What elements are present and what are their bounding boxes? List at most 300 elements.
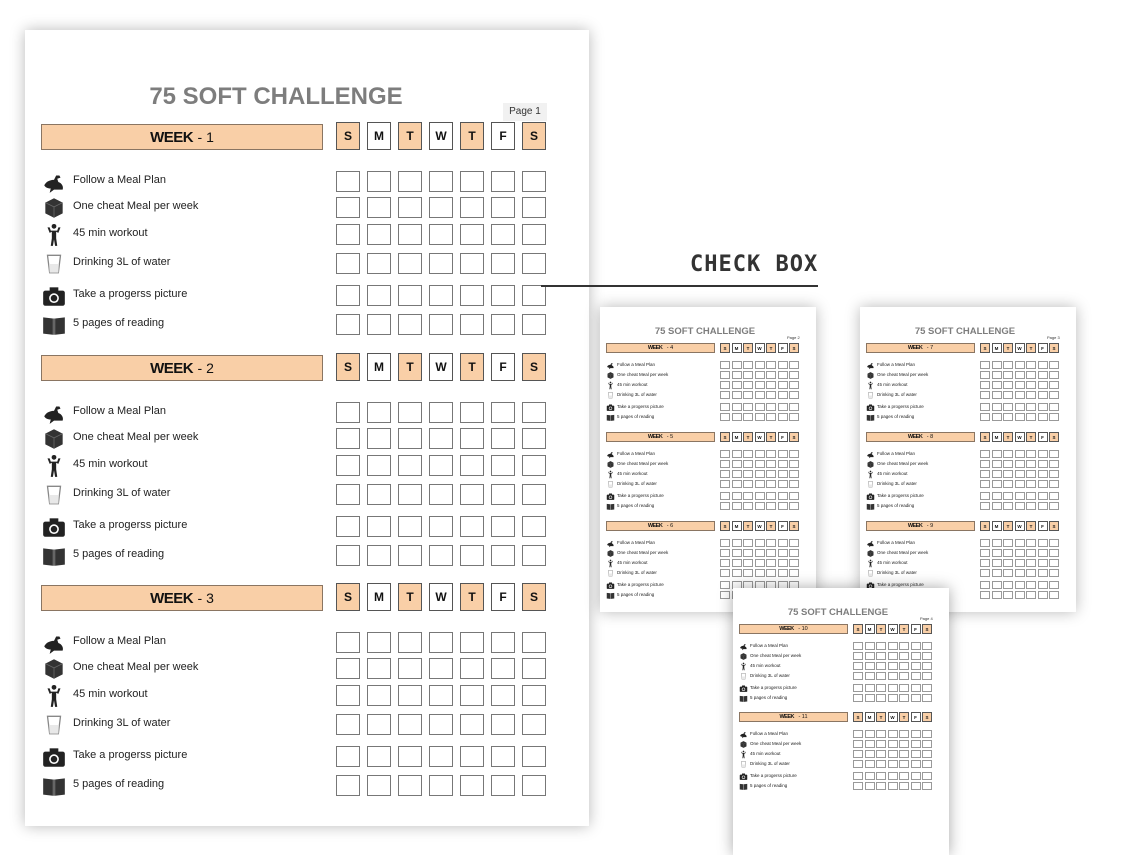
check-box[interactable] — [460, 484, 484, 505]
check-box[interactable] — [865, 782, 875, 790]
check-box[interactable] — [789, 450, 799, 458]
check-box[interactable] — [491, 658, 515, 679]
check-box[interactable] — [911, 694, 921, 702]
check-box[interactable] — [429, 685, 453, 706]
check-box[interactable] — [1038, 549, 1048, 557]
check-box[interactable] — [876, 672, 886, 680]
check-box[interactable] — [980, 569, 990, 577]
check-box[interactable] — [980, 480, 990, 488]
check-box[interactable] — [899, 730, 909, 738]
check-box[interactable] — [429, 171, 453, 192]
check-box[interactable] — [429, 484, 453, 505]
check-box[interactable] — [336, 314, 360, 335]
check-box[interactable] — [398, 516, 422, 537]
check-box[interactable] — [766, 381, 776, 389]
check-box[interactable] — [789, 502, 799, 510]
check-box[interactable] — [1003, 591, 1013, 599]
check-box[interactable] — [922, 740, 932, 748]
check-box[interactable] — [743, 403, 753, 411]
check-box[interactable] — [460, 314, 484, 335]
check-box[interactable] — [899, 672, 909, 680]
check-box[interactable] — [888, 782, 898, 790]
check-box[interactable] — [429, 775, 453, 796]
check-box[interactable] — [522, 746, 546, 767]
check-box[interactable] — [429, 746, 453, 767]
check-box[interactable] — [398, 632, 422, 653]
check-box[interactable] — [853, 730, 863, 738]
check-box[interactable] — [899, 760, 909, 768]
check-box[interactable] — [766, 413, 776, 421]
check-box[interactable] — [429, 253, 453, 274]
check-box[interactable] — [1015, 460, 1025, 468]
check-box[interactable] — [1003, 549, 1013, 557]
check-box[interactable] — [911, 760, 921, 768]
check-box[interactable] — [398, 285, 422, 306]
check-box[interactable] — [460, 402, 484, 423]
check-box[interactable] — [922, 642, 932, 650]
check-box[interactable] — [720, 403, 730, 411]
check-box[interactable] — [922, 772, 932, 780]
check-box[interactable] — [732, 381, 742, 389]
check-box[interactable] — [1049, 581, 1059, 589]
check-box[interactable] — [429, 428, 453, 449]
check-box[interactable] — [899, 782, 909, 790]
check-box[interactable] — [789, 559, 799, 567]
check-box[interactable] — [460, 285, 484, 306]
check-box[interactable] — [755, 403, 765, 411]
check-box[interactable] — [1026, 403, 1036, 411]
check-box[interactable] — [743, 492, 753, 500]
check-box[interactable] — [720, 581, 730, 589]
check-box[interactable] — [1015, 492, 1025, 500]
check-box[interactable] — [743, 381, 753, 389]
check-box[interactable] — [720, 381, 730, 389]
check-box[interactable] — [522, 484, 546, 505]
check-box[interactable] — [522, 545, 546, 566]
check-box[interactable] — [1026, 559, 1036, 567]
check-box[interactable] — [491, 775, 515, 796]
check-box[interactable] — [367, 714, 391, 735]
check-box[interactable] — [732, 391, 742, 399]
check-box[interactable] — [522, 714, 546, 735]
check-box[interactable] — [1003, 371, 1013, 379]
check-box[interactable] — [732, 460, 742, 468]
check-box[interactable] — [491, 545, 515, 566]
check-box[interactable] — [766, 569, 776, 577]
check-box[interactable] — [1003, 569, 1013, 577]
check-box[interactable] — [460, 171, 484, 192]
check-box[interactable] — [1003, 492, 1013, 500]
check-box[interactable] — [460, 516, 484, 537]
check-box[interactable] — [876, 760, 886, 768]
check-box[interactable] — [766, 539, 776, 547]
check-box[interactable] — [876, 730, 886, 738]
check-box[interactable] — [336, 746, 360, 767]
check-box[interactable] — [789, 391, 799, 399]
check-box[interactable] — [755, 502, 765, 510]
check-box[interactable] — [398, 171, 422, 192]
check-box[interactable] — [460, 746, 484, 767]
check-box[interactable] — [429, 545, 453, 566]
check-box[interactable] — [755, 381, 765, 389]
check-box[interactable] — [755, 559, 765, 567]
check-box[interactable] — [888, 694, 898, 702]
check-box[interactable] — [1038, 492, 1048, 500]
check-box[interactable] — [865, 684, 875, 692]
check-box[interactable] — [732, 502, 742, 510]
check-box[interactable] — [876, 652, 886, 660]
check-box[interactable] — [1015, 591, 1025, 599]
check-box[interactable] — [522, 402, 546, 423]
check-box[interactable] — [911, 782, 921, 790]
check-box[interactable] — [460, 545, 484, 566]
check-box[interactable] — [1049, 391, 1059, 399]
check-box[interactable] — [1049, 470, 1059, 478]
check-box[interactable] — [460, 658, 484, 679]
check-box[interactable] — [460, 775, 484, 796]
check-box[interactable] — [429, 516, 453, 537]
check-box[interactable] — [398, 253, 422, 274]
check-box[interactable] — [766, 391, 776, 399]
check-box[interactable] — [911, 730, 921, 738]
check-box[interactable] — [1049, 381, 1059, 389]
check-box[interactable] — [336, 402, 360, 423]
check-box[interactable] — [522, 428, 546, 449]
check-box[interactable] — [992, 403, 1002, 411]
check-box[interactable] — [865, 730, 875, 738]
check-box[interactable] — [778, 450, 788, 458]
check-box[interactable] — [992, 460, 1002, 468]
check-box[interactable] — [460, 253, 484, 274]
check-box[interactable] — [1003, 581, 1013, 589]
check-box[interactable] — [755, 569, 765, 577]
check-box[interactable] — [1003, 460, 1013, 468]
check-box[interactable] — [899, 740, 909, 748]
check-box[interactable] — [888, 740, 898, 748]
check-box[interactable] — [789, 539, 799, 547]
check-box[interactable] — [1038, 539, 1048, 547]
check-box[interactable] — [789, 403, 799, 411]
check-box[interactable] — [853, 642, 863, 650]
check-box[interactable] — [1038, 450, 1048, 458]
check-box[interactable] — [720, 391, 730, 399]
check-box[interactable] — [460, 197, 484, 218]
check-box[interactable] — [755, 361, 765, 369]
check-box[interactable] — [743, 470, 753, 478]
check-box[interactable] — [1049, 569, 1059, 577]
check-box[interactable] — [876, 684, 886, 692]
check-box[interactable] — [1049, 502, 1059, 510]
check-box[interactable] — [1015, 480, 1025, 488]
check-box[interactable] — [980, 381, 990, 389]
check-box[interactable] — [992, 470, 1002, 478]
check-box[interactable] — [1049, 413, 1059, 421]
check-box[interactable] — [1038, 569, 1048, 577]
check-box[interactable] — [429, 658, 453, 679]
check-box[interactable] — [732, 539, 742, 547]
check-box[interactable] — [1003, 502, 1013, 510]
check-box[interactable] — [336, 428, 360, 449]
check-box[interactable] — [1015, 559, 1025, 567]
check-box[interactable] — [522, 632, 546, 653]
check-box[interactable] — [980, 591, 990, 599]
check-box[interactable] — [876, 740, 886, 748]
check-box[interactable] — [865, 642, 875, 650]
check-box[interactable] — [522, 455, 546, 476]
check-box[interactable] — [778, 381, 788, 389]
check-box[interactable] — [367, 428, 391, 449]
check-box[interactable] — [922, 662, 932, 670]
check-box[interactable] — [1049, 403, 1059, 411]
check-box[interactable] — [992, 559, 1002, 567]
check-box[interactable] — [491, 171, 515, 192]
check-box[interactable] — [429, 224, 453, 245]
check-box[interactable] — [429, 314, 453, 335]
check-box[interactable] — [429, 714, 453, 735]
check-box[interactable] — [398, 545, 422, 566]
check-box[interactable] — [980, 403, 990, 411]
check-box[interactable] — [778, 470, 788, 478]
check-box[interactable] — [336, 685, 360, 706]
check-box[interactable] — [720, 591, 730, 599]
check-box[interactable] — [522, 685, 546, 706]
check-box[interactable] — [1038, 480, 1048, 488]
check-box[interactable] — [778, 539, 788, 547]
check-box[interactable] — [755, 539, 765, 547]
check-box[interactable] — [922, 652, 932, 660]
check-box[interactable] — [732, 403, 742, 411]
check-box[interactable] — [911, 652, 921, 660]
check-box[interactable] — [732, 549, 742, 557]
check-box[interactable] — [398, 746, 422, 767]
check-box[interactable] — [755, 460, 765, 468]
check-box[interactable] — [720, 502, 730, 510]
check-box[interactable] — [336, 714, 360, 735]
check-box[interactable] — [888, 730, 898, 738]
check-box[interactable] — [720, 539, 730, 547]
check-box[interactable] — [429, 285, 453, 306]
check-box[interactable] — [789, 470, 799, 478]
check-box[interactable] — [743, 391, 753, 399]
check-box[interactable] — [1038, 559, 1048, 567]
check-box[interactable] — [1015, 413, 1025, 421]
check-box[interactable] — [1026, 371, 1036, 379]
check-box[interactable] — [1026, 539, 1036, 547]
check-box[interactable] — [766, 492, 776, 500]
check-box[interactable] — [1038, 591, 1048, 599]
check-box[interactable] — [911, 662, 921, 670]
check-box[interactable] — [1015, 581, 1025, 589]
check-box[interactable] — [367, 197, 391, 218]
check-box[interactable] — [911, 684, 921, 692]
check-box[interactable] — [789, 460, 799, 468]
check-box[interactable] — [732, 480, 742, 488]
check-box[interactable] — [1038, 413, 1048, 421]
check-box[interactable] — [911, 750, 921, 758]
check-box[interactable] — [992, 413, 1002, 421]
check-box[interactable] — [1015, 470, 1025, 478]
check-box[interactable] — [922, 782, 932, 790]
check-box[interactable] — [888, 760, 898, 768]
check-box[interactable] — [720, 460, 730, 468]
check-box[interactable] — [522, 197, 546, 218]
check-box[interactable] — [1003, 470, 1013, 478]
check-box[interactable] — [367, 484, 391, 505]
check-box[interactable] — [992, 581, 1002, 589]
check-box[interactable] — [398, 402, 422, 423]
check-box[interactable] — [755, 480, 765, 488]
check-box[interactable] — [1026, 413, 1036, 421]
check-box[interactable] — [853, 672, 863, 680]
check-box[interactable] — [1003, 381, 1013, 389]
check-box[interactable] — [1026, 391, 1036, 399]
check-box[interactable] — [766, 549, 776, 557]
check-box[interactable] — [398, 658, 422, 679]
check-box[interactable] — [720, 413, 730, 421]
check-box[interactable] — [367, 685, 391, 706]
check-box[interactable] — [743, 569, 753, 577]
check-box[interactable] — [491, 402, 515, 423]
check-box[interactable] — [491, 455, 515, 476]
check-box[interactable] — [778, 549, 788, 557]
check-box[interactable] — [1003, 559, 1013, 567]
check-box[interactable] — [766, 371, 776, 379]
check-box[interactable] — [922, 750, 932, 758]
check-box[interactable] — [853, 694, 863, 702]
check-box[interactable] — [743, 549, 753, 557]
check-box[interactable] — [491, 224, 515, 245]
check-box[interactable] — [922, 672, 932, 680]
check-box[interactable] — [1026, 591, 1036, 599]
check-box[interactable] — [460, 632, 484, 653]
check-box[interactable] — [1015, 539, 1025, 547]
check-box[interactable] — [1049, 371, 1059, 379]
check-box[interactable] — [1026, 361, 1036, 369]
check-box[interactable] — [1003, 480, 1013, 488]
check-box[interactable] — [980, 470, 990, 478]
check-box[interactable] — [853, 782, 863, 790]
check-box[interactable] — [899, 642, 909, 650]
check-box[interactable] — [491, 285, 515, 306]
check-box[interactable] — [491, 516, 515, 537]
check-box[interactable] — [743, 480, 753, 488]
check-box[interactable] — [1015, 361, 1025, 369]
check-box[interactable] — [732, 413, 742, 421]
check-box[interactable] — [367, 775, 391, 796]
check-box[interactable] — [789, 549, 799, 557]
check-box[interactable] — [876, 772, 886, 780]
check-box[interactable] — [1049, 549, 1059, 557]
check-box[interactable] — [336, 484, 360, 505]
check-box[interactable] — [899, 652, 909, 660]
check-box[interactable] — [980, 361, 990, 369]
check-box[interactable] — [429, 402, 453, 423]
check-box[interactable] — [743, 371, 753, 379]
check-box[interactable] — [732, 371, 742, 379]
check-box[interactable] — [732, 559, 742, 567]
check-box[interactable] — [778, 569, 788, 577]
check-box[interactable] — [789, 492, 799, 500]
check-box[interactable] — [755, 391, 765, 399]
check-box[interactable] — [367, 545, 391, 566]
check-box[interactable] — [522, 775, 546, 796]
check-box[interactable] — [766, 480, 776, 488]
check-box[interactable] — [522, 224, 546, 245]
check-box[interactable] — [992, 450, 1002, 458]
check-box[interactable] — [865, 694, 875, 702]
check-box[interactable] — [1026, 502, 1036, 510]
check-box[interactable] — [398, 428, 422, 449]
check-box[interactable] — [720, 492, 730, 500]
check-box[interactable] — [720, 450, 730, 458]
check-box[interactable] — [732, 361, 742, 369]
check-box[interactable] — [980, 460, 990, 468]
check-box[interactable] — [922, 694, 932, 702]
check-box[interactable] — [888, 750, 898, 758]
check-box[interactable] — [980, 539, 990, 547]
check-box[interactable] — [853, 652, 863, 660]
check-box[interactable] — [336, 253, 360, 274]
check-box[interactable] — [398, 224, 422, 245]
check-box[interactable] — [980, 581, 990, 589]
check-box[interactable] — [899, 684, 909, 692]
check-box[interactable] — [1049, 539, 1059, 547]
check-box[interactable] — [865, 760, 875, 768]
check-box[interactable] — [720, 371, 730, 379]
check-box[interactable] — [732, 470, 742, 478]
check-box[interactable] — [1015, 502, 1025, 510]
check-box[interactable] — [367, 658, 391, 679]
check-box[interactable] — [367, 632, 391, 653]
check-box[interactable] — [1026, 381, 1036, 389]
check-box[interactable] — [367, 314, 391, 335]
check-box[interactable] — [460, 455, 484, 476]
check-box[interactable] — [1015, 569, 1025, 577]
check-box[interactable] — [899, 662, 909, 670]
check-box[interactable] — [1049, 559, 1059, 567]
check-box[interactable] — [911, 740, 921, 748]
check-box[interactable] — [398, 484, 422, 505]
check-box[interactable] — [911, 772, 921, 780]
check-box[interactable] — [778, 391, 788, 399]
check-box[interactable] — [980, 549, 990, 557]
check-box[interactable] — [778, 492, 788, 500]
check-box[interactable] — [778, 480, 788, 488]
check-box[interactable] — [367, 253, 391, 274]
check-box[interactable] — [491, 685, 515, 706]
check-box[interactable] — [429, 632, 453, 653]
check-box[interactable] — [460, 685, 484, 706]
check-box[interactable] — [766, 559, 776, 567]
check-box[interactable] — [743, 413, 753, 421]
check-box[interactable] — [853, 740, 863, 748]
check-box[interactable] — [1003, 403, 1013, 411]
check-box[interactable] — [1003, 391, 1013, 399]
check-box[interactable] — [899, 694, 909, 702]
check-box[interactable] — [876, 782, 886, 790]
check-box[interactable] — [992, 549, 1002, 557]
check-box[interactable] — [1003, 413, 1013, 421]
check-box[interactable] — [980, 450, 990, 458]
check-box[interactable] — [865, 750, 875, 758]
check-box[interactable] — [888, 662, 898, 670]
check-box[interactable] — [1049, 450, 1059, 458]
check-box[interactable] — [766, 450, 776, 458]
check-box[interactable] — [720, 569, 730, 577]
check-box[interactable] — [992, 539, 1002, 547]
check-box[interactable] — [491, 253, 515, 274]
check-box[interactable] — [398, 455, 422, 476]
